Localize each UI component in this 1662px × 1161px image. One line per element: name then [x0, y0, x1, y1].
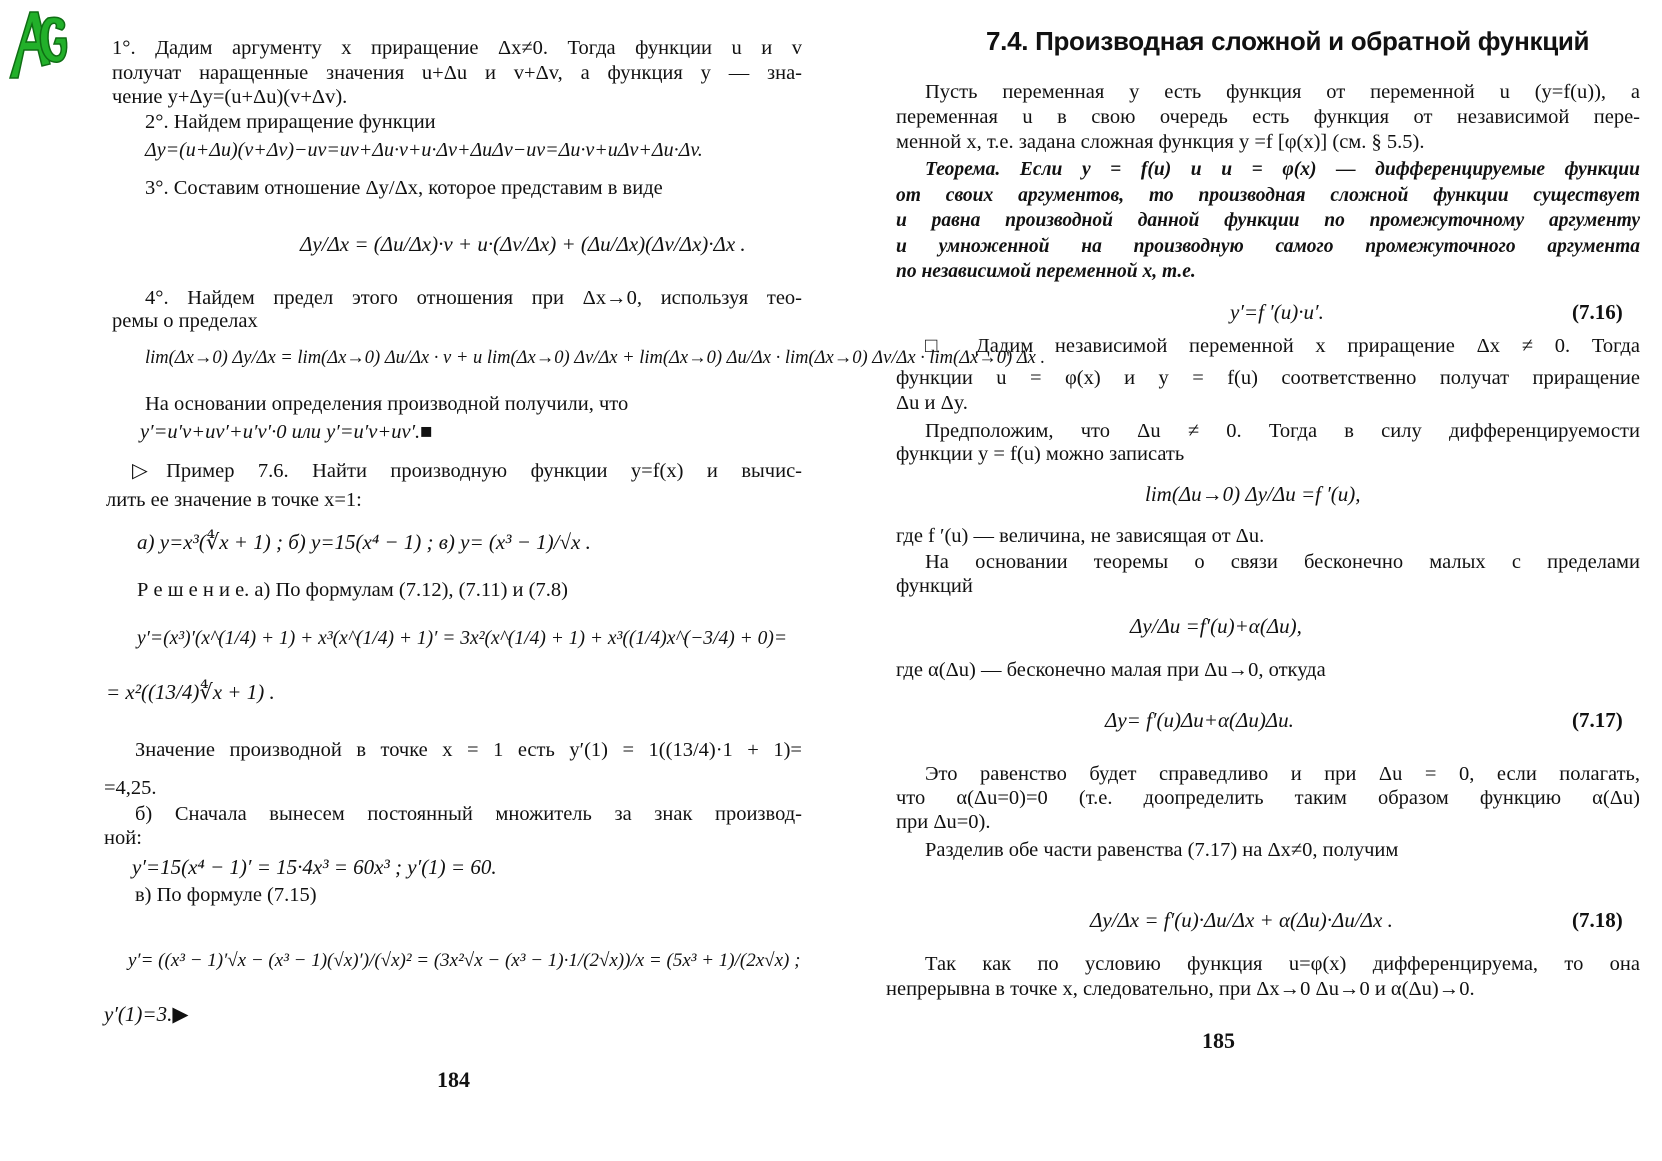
- text-line: На основании теоремы о связи бесконечно малых с пределами: [925, 551, 1640, 573]
- formula-7-17: Δy= f′(u)Δu+α(Δu)Δu.: [1105, 708, 1294, 732]
- formula-line: y′=u′v+uv′+u′v′·0 или y′=u′v+uv′.■: [140, 421, 433, 443]
- text-line: при Δu=0).: [896, 811, 991, 833]
- theorem-line: от своих аргументов, то производная сложной функции существует: [896, 185, 1640, 206]
- text-line: в) По формуле (7.15): [135, 884, 317, 906]
- formula-examples: а) y=x³(∜x + 1) ; б) y=15(x⁴ − 1) ; в) y= (x³ − 1)/√x .: [137, 530, 591, 554]
- section-heading: 7.4. Производная сложной и обратной функций: [986, 26, 1590, 56]
- text-line: где f ′(u) — величина, не зависящая от Δu.: [896, 525, 1265, 547]
- text-line: =4,25.: [104, 777, 157, 799]
- theorem-line: и равна производной данной функции по промежуточному аргументу: [896, 210, 1640, 231]
- text-line: Δu и Δy.: [896, 392, 968, 414]
- equation-number-7-17: (7.17): [1572, 708, 1623, 732]
- formula-ratio: Δy/Δx = (Δu/Δx)·v + u·(Δv/Δx) + (Δu/Δx)(Δv/Δx)·Δx .: [300, 232, 746, 256]
- theorem-line: по независимой переменной x, т.е.: [896, 261, 1196, 282]
- text-line: 3°. Составим отношение Δy/Δx, которое представим в виде: [145, 177, 663, 199]
- formula-7-16: y′=f ′(u)·u′.: [1230, 300, 1324, 324]
- formula-derivative-b: y′=15(x⁴ − 1)′ = 15·4x³ = 60x³ ; y′(1) = 60.: [132, 855, 497, 879]
- equation-number-7-18: (7.18): [1572, 908, 1623, 932]
- text-line: ▷Пример 7.6. Найти производную функции y=f(x) и вычис-: [132, 460, 802, 482]
- formula-line: Δy=(u+Δu)(v+Δv)−uv=uv+Δu·v+u·Δv+ΔuΔv−uv=Δu·v+uΔv+Δu·Δv.: [145, 139, 703, 161]
- text-line: Р е ш е н и е. а) По формулам (7.12), (7.11) и (7.8): [137, 579, 568, 601]
- text-line: Пусть переменная y есть функция от переменной u (y=f(u)), а: [925, 81, 1640, 103]
- text-line: переменная u в свою очередь есть функция от независимой пере-: [896, 106, 1640, 128]
- text-line: ремы о пределах: [112, 310, 258, 332]
- formula-limit-du: lim(Δu→0) Δy/Δu =f ′(u),: [1145, 482, 1361, 506]
- theorem-line: Теорема. Если y = f(u) и u = φ(x) — дифференцируемые функции: [925, 159, 1640, 180]
- text-line: лить ее значение в точке x=1:: [106, 489, 362, 511]
- text-line: чение y+Δy=(u+Δu)(v+Δv).: [112, 86, 348, 108]
- formula-result-a: = x²((13/4)∜x + 1) .: [106, 680, 275, 704]
- text-line: 1°. Дадим аргументу x приращение Δx≠0. Тогда функции u и v: [112, 37, 802, 59]
- text-line: Так как по условию функция u=φ(x) дифференцируема, то она: [925, 953, 1640, 975]
- text-line: где α(Δu) — бесконечно малая при Δu→0, откуда: [896, 659, 1326, 681]
- text-line: ной:: [104, 827, 142, 849]
- text-line: что α(Δu=0)=0 (т.е. доопределить таким образом функцию α(Δu): [896, 787, 1640, 809]
- formula-derivative-a: y′=(x³)′(x^(1/4) + 1) + x³(x^(1/4) + 1)′ = 3x²(x^(1/4) + 1) + x³((1/4)x^(−3/4) + 0)=: [137, 628, 788, 649]
- equation-number-7-16: (7.16): [1572, 300, 1623, 324]
- text-line: функции u = φ(x) и y = f(u) соответственно получат приращение: [896, 367, 1640, 389]
- text-line: 4°. Найдем предел этого отношения при Δx→0, используя тео-: [145, 287, 802, 309]
- formula-7-18: Δy/Δx = f′(u)·Δu/Δx + α(Δu)·Δu/Δx .: [1090, 908, 1393, 932]
- right-page: [830, 0, 1662, 1161]
- text-line: получат наращенные значения u+Δu и v+Δv, а функция y — зна-: [112, 62, 802, 84]
- text-line: Предположим, что Δu ≠ 0. Тогда в силу дифференцируемости: [925, 420, 1640, 442]
- formula-dy-du: Δy/Δu =f′(u)+α(Δu),: [1130, 614, 1302, 638]
- text-line: 2°. Найдем приращение функции: [145, 111, 436, 133]
- text-line: □ Дадим независимой переменной x приращение Δx ≠ 0. Тогда: [925, 335, 1640, 357]
- theorem-line: и умноженной на производную самого промежуточного аргумента: [896, 236, 1640, 257]
- text-line: функции y = f(u) можно записать: [896, 443, 1185, 465]
- text-line: Значение производной в точке x = 1 есть y′(1) = 1((13/4)·1 + 1)=: [135, 739, 802, 761]
- formula-limits: lim(Δx→0) Δy/Δx = lim(Δx→0) Δu/Δx · v + u lim(Δx→0) Δv/Δx + lim(Δx→0) Δu/Δx · lim(Δx→0) Δv/Δx · lim(Δx→0) Δx .: [145, 348, 1046, 368]
- formula-result-c: y′(1)=3.▶: [104, 1002, 189, 1026]
- page-number-left: 184: [437, 1067, 470, 1092]
- text-line: б) Сначала вынесем постоянный множитель за знак производ-: [135, 803, 802, 825]
- text-line: непрерывна в точке x, следовательно, при Δx→0 Δu→0 и α(Δu)→0.: [886, 978, 1475, 1000]
- text-line: Это равенство будет справедливо и при Δu = 0, если полагать,: [925, 763, 1640, 785]
- formula-derivative-c: y′= ((x³ − 1)′√x − (x³ − 1)(√x)′)/(√x)² = (3x²√x − (x³ − 1)·1/(2√x))/x = (5x³ + 1)/(2x√x) ;: [128, 950, 801, 971]
- text-line: На основании определения производной получили, что: [145, 393, 629, 415]
- text-line: Разделив обе части равенства (7.17) на Δx≠0, получим: [925, 839, 1399, 861]
- text-line: функций: [896, 575, 973, 597]
- page-number-right: 185: [1202, 1028, 1235, 1053]
- text-line: менной x, т.е. задана сложная функция y =f [φ(x)] (см. § 5.5).: [896, 131, 1425, 153]
